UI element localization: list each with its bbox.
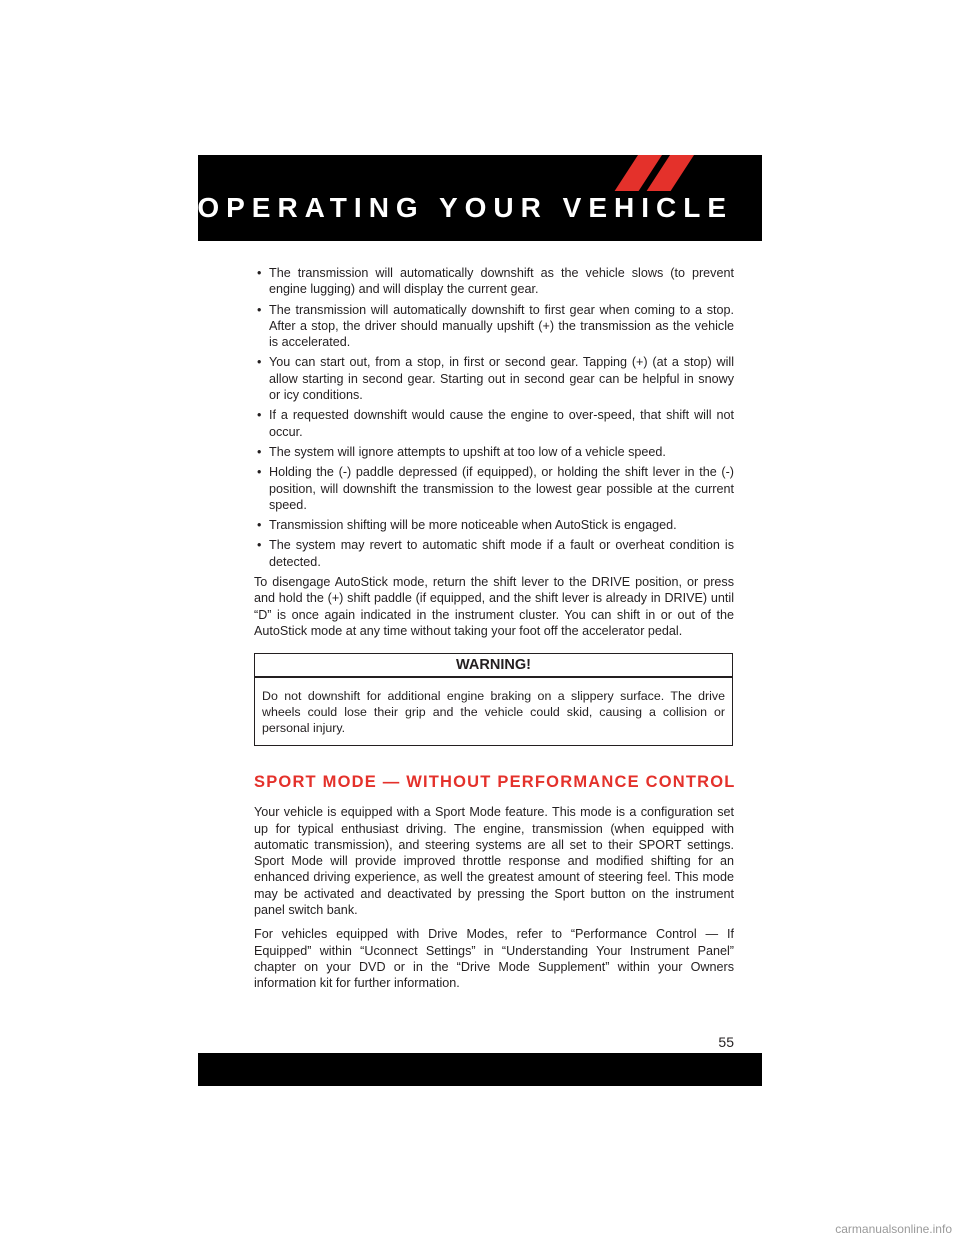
list-item [254, 444, 734, 460]
list-item-text: The transmission will automatically downshift as the vehicle slows (to prevent engine lugging) and will display the current gear. [269, 266, 734, 297]
autostick-bullet-list [254, 265, 734, 570]
warning-text: Do not downshift for additional engine braking on a slippery surface. The drive wheels could lose their grip and the vehicle could skid, causing a collision or personal injury. [262, 689, 725, 736]
list-item-text: You can start out, from a stop, in first or second gear. Tapping (+) (at a stop) will allow starting in second gear. Starting out in second gear can be helpful in snowy or icy conditions. [269, 355, 734, 403]
bullet-dot-icon: • [257, 355, 262, 370]
disengage-paragraph: To disengage AutoStick mode, return the shift lever to the DRIVE position, or press and hold the (+) shift paddle (if equipped, and the shift lever is already in DRIVE) until “D” is once again indicated in the instrument cluster. You can shift in or out of the AutoStick mode at any time without taking your foot off the accelerator pedal. [254, 575, 734, 638]
list-item [254, 407, 734, 440]
list-item [254, 464, 734, 513]
drive-modes-paragraph: For vehicles equipped with Drive Modes, refer to “Performance Control — If Equipped” within “Uconnect Settings” in “Understanding Your Instrument Panel” chapter on your DVD or in the “Drive Mode Supplement” within your Owners information kit for further information. [254, 927, 734, 991]
list-item-text: The system may revert to automatic shift mode if a fault or overheat condition is detected. [269, 538, 734, 569]
list-item-text: If a requested downshift would cause the engine to over-speed, that shift will not occur. [269, 408, 734, 439]
warning-title: WARNING! [255, 654, 732, 678]
footer-bar [198, 1053, 762, 1086]
bullet-dot-icon: • [257, 302, 262, 317]
sport-mode-heading: SPORT MODE — WITHOUT PERFORMANCE CONTROL [254, 773, 736, 792]
brand-stripes-icon [614, 155, 704, 191]
list-item [254, 265, 734, 298]
page-number: 55 [718, 1034, 734, 1050]
section-title: OPERATING YOUR VEHICLE [197, 192, 733, 223]
list-item-text: The system will ignore attempts to upshift at too low of a vehicle speed. [269, 444, 666, 459]
page-content [254, 265, 734, 1000]
bullet-dot-icon: • [257, 465, 262, 480]
watermark: carmanualsonline.info [752, 1220, 952, 1238]
bullet-dot-icon: • [257, 408, 262, 423]
list-item [254, 517, 734, 533]
bullet-dot-icon: • [257, 538, 262, 553]
list-item-text: The transmission will automatically downshift to first gear when coming to a stop. After a stop, the driver should manually upshift (+) the transmission as the vehicle is accelerated. [269, 302, 734, 350]
bullet-dot-icon: • [257, 266, 262, 280]
warning-box [254, 653, 733, 746]
list-item [254, 354, 734, 403]
list-item [254, 537, 734, 570]
list-item-text: Transmission shifting will be more noticeable when AutoStick is engaged. [269, 518, 677, 533]
bullet-dot-icon: • [257, 518, 262, 533]
sport-mode-paragraph: Your vehicle is equipped with a Sport Mode feature. This mode is a configuration set up for typical enthusiast driving. The engine, transmission (when equipped with automatic transmission), and steering systems are all set to their SPORT settings. Sport Mode will provide improved throttle response and modified shifting for an enhanced driving experience, as well the greatest amount of steering feel. This mode may be activated and deactivated by pressing the Sport button on the instrument panel switch bank. [254, 805, 734, 918]
list-item-text: Holding the (-) paddle depressed (if equipped), or holding the shift lever in the (-) position, will downshift the transmission to the lowest gear possible at the current speed. [269, 465, 734, 512]
list-item [254, 302, 734, 351]
bullet-dot-icon: • [257, 444, 262, 459]
